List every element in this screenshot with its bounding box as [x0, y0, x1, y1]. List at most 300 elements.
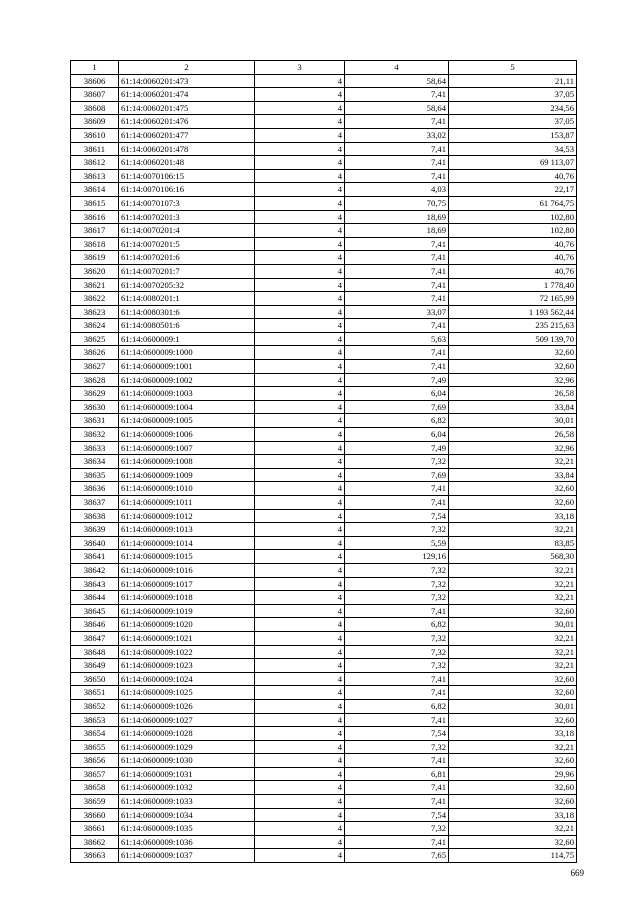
column-5-value: 32,60 — [449, 360, 577, 374]
column-3-value: 4 — [255, 346, 345, 360]
cadastral-number: 61:14:0060201:474 — [119, 88, 255, 102]
column-3-value: 4 — [255, 115, 345, 129]
cadastral-number: 61:14:0600009:1029 — [119, 740, 255, 754]
column-3-value: 4 — [255, 360, 345, 374]
column-5-value: 32,21 — [449, 659, 577, 673]
row-number: 38649 — [71, 659, 119, 673]
cadastral-number: 61:14:0600009:1027 — [119, 713, 255, 727]
column-3-value: 4 — [255, 496, 345, 510]
column-5-value: 32,60 — [449, 686, 577, 700]
row-number: 38653 — [71, 713, 119, 727]
cadastral-number: 61:14:0600009:1002 — [119, 373, 255, 387]
cadastral-number: 61:14:0600009:1021 — [119, 631, 255, 645]
cadastral-number: 61:14:0600009:1015 — [119, 550, 255, 564]
row-number: 38609 — [71, 115, 119, 129]
column-3-value: 4 — [255, 414, 345, 428]
row-number: 38617 — [71, 224, 119, 238]
cadastral-number: 61:14:0600009:1025 — [119, 686, 255, 700]
column-5-value: 32,21 — [449, 577, 577, 591]
column-3-value: 4 — [255, 74, 345, 88]
row-number: 38640 — [71, 536, 119, 550]
column-3-value: 4 — [255, 550, 345, 564]
cadastral-number: 61:14:0060201:477 — [119, 128, 255, 142]
table-row — [71, 400, 577, 414]
column-4-value: 5,59 — [345, 536, 449, 550]
cadastral-number: 61:14:0600009:1033 — [119, 795, 255, 809]
row-number: 38621 — [71, 278, 119, 292]
table-row — [71, 496, 577, 510]
column-5-value: 32,60 — [449, 346, 577, 360]
column-5-value: 22,17 — [449, 183, 577, 197]
column-5-value: 32,60 — [449, 496, 577, 510]
column-4-value: 33,07 — [345, 305, 449, 319]
row-number: 38662 — [71, 835, 119, 849]
column-5-value: 61 764,75 — [449, 196, 577, 210]
cadastral-number: 61:14:0600009:1016 — [119, 563, 255, 577]
cadastral-number: 61:14:0600009:1007 — [119, 441, 255, 455]
row-number: 38616 — [71, 210, 119, 224]
cadastral-number: 61:14:0600009:1030 — [119, 754, 255, 768]
column-4-value: 5,63 — [345, 332, 449, 346]
table-row — [71, 88, 577, 102]
page-number: 669 — [570, 868, 584, 878]
column-4-value: 6,82 — [345, 414, 449, 428]
column-5-value: 26,58 — [449, 428, 577, 442]
column-3-value: 4 — [255, 455, 345, 469]
column-3-value: 4 — [255, 183, 345, 197]
table-row — [71, 577, 577, 591]
cadastral-number: 61:14:0060201:478 — [119, 142, 255, 156]
table-row — [71, 128, 577, 142]
row-number: 38643 — [71, 577, 119, 591]
column-4-value: 7,54 — [345, 509, 449, 523]
column-4-value: 7,41 — [345, 754, 449, 768]
column-4-value: 7,54 — [345, 808, 449, 822]
row-number: 38615 — [71, 196, 119, 210]
row-number: 38655 — [71, 740, 119, 754]
column-4-value: 7,41 — [345, 360, 449, 374]
table-row — [71, 169, 577, 183]
column-3-value: 4 — [255, 686, 345, 700]
column-4-value: 6,04 — [345, 428, 449, 442]
table-row — [71, 115, 577, 129]
cadastral-number: 61:14:0600009:1 — [119, 332, 255, 346]
table-row — [71, 305, 577, 319]
cadastral-number: 61:14:0070106:16 — [119, 183, 255, 197]
row-number: 38647 — [71, 631, 119, 645]
cadastral-number: 61:14:0070201:5 — [119, 237, 255, 251]
table-row — [71, 754, 577, 768]
row-number: 38630 — [71, 400, 119, 414]
table-body — [71, 74, 577, 862]
row-number: 38657 — [71, 767, 119, 781]
cadastral-number: 61:14:0600009:1026 — [119, 699, 255, 713]
row-number: 38619 — [71, 251, 119, 265]
cadastral-number: 61:14:0600009:1014 — [119, 536, 255, 550]
column-4-value: 7,41 — [345, 604, 449, 618]
column-5-value: 102,80 — [449, 224, 577, 238]
data-table — [70, 60, 577, 863]
column-5-value: 72 165,99 — [449, 292, 577, 306]
column-3-value: 4 — [255, 767, 345, 781]
table-row — [71, 672, 577, 686]
cadastral-number: 61:14:0600009:1036 — [119, 835, 255, 849]
cadastral-number: 61:14:0070201:3 — [119, 210, 255, 224]
column-3-value: 4 — [255, 128, 345, 142]
row-number: 38607 — [71, 88, 119, 102]
table-row — [71, 618, 577, 632]
column-3-value: 4 — [255, 754, 345, 768]
column-4-value: 18,69 — [345, 224, 449, 238]
column-3-value: 4 — [255, 373, 345, 387]
row-number: 38654 — [71, 727, 119, 741]
column-5-value: 32,96 — [449, 373, 577, 387]
cadastral-number: 61:14:0600009:1017 — [119, 577, 255, 591]
column-3-value: 4 — [255, 740, 345, 754]
row-number: 38661 — [71, 822, 119, 836]
table-row — [71, 292, 577, 306]
column-5-value: 32,21 — [449, 591, 577, 605]
column-4-value: 129,16 — [345, 550, 449, 564]
column-3-value: 4 — [255, 196, 345, 210]
column-5-value: 69 113,07 — [449, 156, 577, 170]
table-row — [71, 196, 577, 210]
column-3-value: 4 — [255, 604, 345, 618]
cadastral-number: 61:14:0070106:15 — [119, 169, 255, 183]
column-5-value: 33,84 — [449, 400, 577, 414]
cadastral-number: 61:14:0600009:1012 — [119, 509, 255, 523]
row-number: 38629 — [71, 387, 119, 401]
row-number: 38648 — [71, 645, 119, 659]
table-row — [71, 645, 577, 659]
table-row — [71, 101, 577, 115]
table-row — [71, 727, 577, 741]
column-3-value: 4 — [255, 156, 345, 170]
column-3-value: 4 — [255, 387, 345, 401]
column-3-value: 4 — [255, 523, 345, 537]
column-3-value: 4 — [255, 835, 345, 849]
column-4-value: 7,54 — [345, 727, 449, 741]
column-4-value: 18,69 — [345, 210, 449, 224]
column-5-value: 1 193 562,44 — [449, 305, 577, 319]
cadastral-number: 61:14:0600009:1005 — [119, 414, 255, 428]
column-4-value: 58,64 — [345, 101, 449, 115]
table-row — [71, 767, 577, 781]
cadastral-number: 61:14:0080301:6 — [119, 305, 255, 319]
column-5-value: 568,30 — [449, 550, 577, 564]
column-5-value: 40,76 — [449, 237, 577, 251]
column-4-value: 7,41 — [345, 319, 449, 333]
column-4-value: 7,41 — [345, 781, 449, 795]
column-4-value: 70,75 — [345, 196, 449, 210]
column-5-value: 32,60 — [449, 781, 577, 795]
table-row — [71, 332, 577, 346]
table-row — [71, 713, 577, 727]
column-4-value: 7,41 — [345, 292, 449, 306]
column-4-value: 7,65 — [345, 849, 449, 863]
row-number: 38660 — [71, 808, 119, 822]
cadastral-number: 61:14:0600009:1031 — [119, 767, 255, 781]
column-4-value: 33,02 — [345, 128, 449, 142]
column-5-value: 32,60 — [449, 604, 577, 618]
column-header-4: 4 — [345, 61, 449, 75]
column-5-value: 114,75 — [449, 849, 577, 863]
column-4-value: 7,49 — [345, 373, 449, 387]
cadastral-number: 61:14:0070107:3 — [119, 196, 255, 210]
column-5-value: 30,01 — [449, 618, 577, 632]
column-4-value: 7,41 — [345, 686, 449, 700]
column-3-value: 4 — [255, 142, 345, 156]
cadastral-number: 61:14:0600009:1028 — [119, 727, 255, 741]
row-number: 38635 — [71, 468, 119, 482]
row-number: 38610 — [71, 128, 119, 142]
cadastral-number: 61:14:0600009:1001 — [119, 360, 255, 374]
column-3-value: 4 — [255, 224, 345, 238]
row-number: 38652 — [71, 699, 119, 713]
column-5-value: 32,60 — [449, 672, 577, 686]
row-number: 38637 — [71, 496, 119, 510]
cadastral-number: 61:14:0600009:1013 — [119, 523, 255, 537]
cadastral-number: 61:14:0060201:476 — [119, 115, 255, 129]
column-5-value: 33,18 — [449, 808, 577, 822]
table-row — [71, 142, 577, 156]
column-5-value: 32,60 — [449, 754, 577, 768]
row-number: 38651 — [71, 686, 119, 700]
cadastral-number: 61:14:0080201:1 — [119, 292, 255, 306]
row-number: 38636 — [71, 482, 119, 496]
table-row — [71, 550, 577, 564]
column-3-value: 4 — [255, 101, 345, 115]
table-row — [71, 536, 577, 550]
column-5-value: 21,11 — [449, 74, 577, 88]
column-4-value: 7,41 — [345, 346, 449, 360]
column-3-value: 4 — [255, 169, 345, 183]
table-row — [71, 686, 577, 700]
row-number: 38645 — [71, 604, 119, 618]
column-5-value: 235 215,63 — [449, 319, 577, 333]
table-row — [71, 441, 577, 455]
column-4-value: 7,41 — [345, 156, 449, 170]
column-4-value: 7,32 — [345, 659, 449, 673]
column-4-value: 7,41 — [345, 835, 449, 849]
column-5-value: 32,21 — [449, 631, 577, 645]
column-3-value: 4 — [255, 618, 345, 632]
cadastral-number: 61:14:0600009:1035 — [119, 822, 255, 836]
column-3-value: 4 — [255, 88, 345, 102]
cadastral-number: 61:14:0600009:1004 — [119, 400, 255, 414]
cadastral-number: 61:14:0600009:1037 — [119, 849, 255, 863]
column-5-value: 32,21 — [449, 563, 577, 577]
column-3-value: 4 — [255, 645, 345, 659]
table-row — [71, 210, 577, 224]
row-number: 38632 — [71, 428, 119, 442]
column-3-value: 4 — [255, 251, 345, 265]
table-row — [71, 835, 577, 849]
column-5-value: 32,60 — [449, 835, 577, 849]
table-row — [71, 740, 577, 754]
column-4-value: 7,41 — [345, 496, 449, 510]
cadastral-number: 61:14:0600009:1018 — [119, 591, 255, 605]
table-row — [71, 523, 577, 537]
column-4-value: 7,32 — [345, 645, 449, 659]
cadastral-number: 61:14:0600009:1019 — [119, 604, 255, 618]
column-4-value: 7,32 — [345, 822, 449, 836]
row-number: 38642 — [71, 563, 119, 577]
column-5-value: 29,96 — [449, 767, 577, 781]
cadastral-number: 61:14:0070201:4 — [119, 224, 255, 238]
table-row — [71, 360, 577, 374]
column-4-value: 7,41 — [345, 251, 449, 265]
column-5-value: 1 778,40 — [449, 278, 577, 292]
column-4-value: 7,41 — [345, 278, 449, 292]
table-row — [71, 604, 577, 618]
cadastral-number: 61:14:0600009:1020 — [119, 618, 255, 632]
table-row — [71, 849, 577, 863]
table-row — [71, 455, 577, 469]
cadastral-number: 61:14:0060201:473 — [119, 74, 255, 88]
column-4-value: 7,69 — [345, 400, 449, 414]
column-3-value: 4 — [255, 292, 345, 306]
table-row — [71, 74, 577, 88]
column-5-value: 32,60 — [449, 713, 577, 727]
column-3-value: 4 — [255, 808, 345, 822]
column-3-value: 4 — [255, 631, 345, 645]
row-number: 38624 — [71, 319, 119, 333]
column-header-3: 3 — [255, 61, 345, 75]
table-row — [71, 482, 577, 496]
column-4-value: 7,41 — [345, 88, 449, 102]
column-5-value: 33,18 — [449, 509, 577, 523]
column-3-value: 4 — [255, 727, 345, 741]
row-number: 38614 — [71, 183, 119, 197]
column-header-1: 1 — [71, 61, 119, 75]
column-4-value: 7,32 — [345, 631, 449, 645]
table-row — [71, 387, 577, 401]
cadastral-number: 61:14:0600009:1032 — [119, 781, 255, 795]
column-3-value: 4 — [255, 278, 345, 292]
column-5-value: 30,01 — [449, 414, 577, 428]
table-row — [71, 264, 577, 278]
cadastral-number: 61:14:0600009:1000 — [119, 346, 255, 360]
cadastral-number: 61:14:0070201:6 — [119, 251, 255, 265]
column-5-value: 32,21 — [449, 740, 577, 754]
row-number: 38639 — [71, 523, 119, 537]
cadastral-number: 61:14:0600009:1008 — [119, 455, 255, 469]
row-number: 38663 — [71, 849, 119, 863]
row-number: 38625 — [71, 332, 119, 346]
column-4-value: 7,41 — [345, 142, 449, 156]
column-3-value: 4 — [255, 305, 345, 319]
table-row — [71, 224, 577, 238]
column-4-value: 7,41 — [345, 672, 449, 686]
table-row — [71, 237, 577, 251]
column-3-value: 4 — [255, 441, 345, 455]
table-row — [71, 631, 577, 645]
cadastral-number: 61:14:0600009:1006 — [119, 428, 255, 442]
column-4-value: 58,64 — [345, 74, 449, 88]
column-5-value: 32,60 — [449, 482, 577, 496]
table-row — [71, 346, 577, 360]
column-5-value: 234,56 — [449, 101, 577, 115]
table-row — [71, 795, 577, 809]
table-row — [71, 156, 577, 170]
column-header-5: 5 — [449, 61, 577, 75]
column-3-value: 4 — [255, 210, 345, 224]
row-number: 38623 — [71, 305, 119, 319]
column-5-value: 33,18 — [449, 727, 577, 741]
column-4-value: 6,04 — [345, 387, 449, 401]
row-number: 38613 — [71, 169, 119, 183]
column-4-value: 7,41 — [345, 169, 449, 183]
table-row — [71, 183, 577, 197]
table-row — [71, 468, 577, 482]
column-4-value: 6,82 — [345, 618, 449, 632]
row-number: 38633 — [71, 441, 119, 455]
column-3-value: 4 — [255, 482, 345, 496]
column-5-value: 40,76 — [449, 169, 577, 183]
column-5-value: 32,60 — [449, 795, 577, 809]
column-header-2: 2 — [119, 61, 255, 75]
column-3-value: 4 — [255, 672, 345, 686]
column-5-value: 153,87 — [449, 128, 577, 142]
cadastral-number: 61:14:0600009:1010 — [119, 482, 255, 496]
row-number: 38650 — [71, 672, 119, 686]
row-number: 38641 — [71, 550, 119, 564]
cadastral-number: 61:14:0600009:1011 — [119, 496, 255, 510]
table-row — [71, 591, 577, 605]
column-4-value: 6,82 — [345, 699, 449, 713]
column-5-value: 102,80 — [449, 210, 577, 224]
table-row — [71, 781, 577, 795]
column-3-value: 4 — [255, 659, 345, 673]
column-5-value: 26,58 — [449, 387, 577, 401]
column-5-value: 37,05 — [449, 88, 577, 102]
column-3-value: 4 — [255, 400, 345, 414]
header-row — [71, 61, 577, 75]
cadastral-number: 61:14:0060201:48 — [119, 156, 255, 170]
cadastral-number: 61:14:0080501:6 — [119, 319, 255, 333]
column-5-value: 32,96 — [449, 441, 577, 455]
table-row — [71, 278, 577, 292]
column-5-value: 34,53 — [449, 142, 577, 156]
column-3-value: 4 — [255, 713, 345, 727]
column-5-value: 37,05 — [449, 115, 577, 129]
column-4-value: 7,32 — [345, 523, 449, 537]
column-4-value: 7,32 — [345, 740, 449, 754]
row-number: 38608 — [71, 101, 119, 115]
column-3-value: 4 — [255, 319, 345, 333]
column-3-value: 4 — [255, 237, 345, 251]
column-3-value: 4 — [255, 822, 345, 836]
cadastral-number: 61:14:0600009:1034 — [119, 808, 255, 822]
column-4-value: 6,81 — [345, 767, 449, 781]
row-number: 38626 — [71, 346, 119, 360]
column-4-value: 7,41 — [345, 482, 449, 496]
row-number: 38620 — [71, 264, 119, 278]
column-4-value: 7,49 — [345, 441, 449, 455]
column-4-value: 4,03 — [345, 183, 449, 197]
cadastral-number: 61:14:0600009:1022 — [119, 645, 255, 659]
column-3-value: 4 — [255, 795, 345, 809]
column-3-value: 4 — [255, 591, 345, 605]
row-number: 38634 — [71, 455, 119, 469]
row-number: 38646 — [71, 618, 119, 632]
column-4-value: 7,41 — [345, 795, 449, 809]
cadastral-number: 61:14:0070205:32 — [119, 278, 255, 292]
table-row — [71, 428, 577, 442]
table-row — [71, 808, 577, 822]
row-number: 38618 — [71, 237, 119, 251]
